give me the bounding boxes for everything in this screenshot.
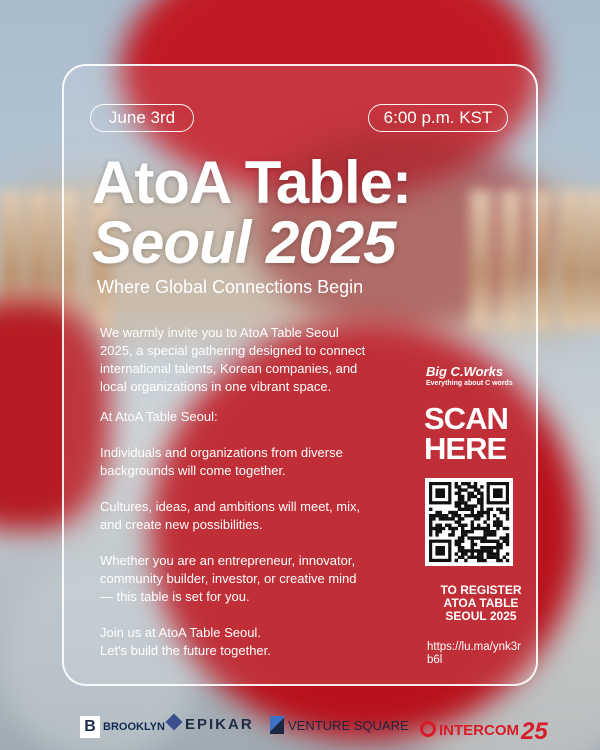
invite-paragraph: We warmly invite you to AtoA Table Seoul 2025, a special gathering designed to connect international talents, Korean companies, and local organizations in one vibrant space. bbox=[100, 325, 366, 394]
event-time-pill: 6:00 p.m. KST bbox=[368, 104, 508, 132]
intercom-logo: INTERCOM25 bbox=[420, 718, 548, 746]
qr-code-icon[interactable] bbox=[425, 478, 513, 566]
venture-square-logo: VENTURE SQUARE bbox=[270, 716, 409, 734]
bigworks-tagline: Everything about C words bbox=[426, 380, 513, 387]
bullet-paragraph: Cultures, ideas, and ambitions will meet, mix, and create new possibilities. bbox=[100, 499, 361, 532]
bullet-paragraph: Individuals and organizations from diverse backgrounds will come together. bbox=[100, 445, 343, 478]
event-date-pill: June 3rd bbox=[90, 104, 194, 132]
intercom-ring-icon bbox=[420, 721, 436, 737]
sponsor-bar bbox=[0, 704, 600, 750]
closing-line: Join us at AtoA Table Seoul. bbox=[100, 625, 261, 640]
register-instruction: TO REGISTER ATOA TABLE SEOUL 2025 bbox=[440, 583, 522, 623]
epikar-logo: EPIKAR bbox=[168, 716, 254, 733]
venture-v-icon bbox=[270, 716, 284, 734]
bullet-paragraph: Whether you are an entrepreneur, innovator, community builder, investor, or creative mind — this table is set for you. bbox=[100, 553, 357, 604]
intercom-anniversary: 25 bbox=[521, 718, 548, 745]
section-heading: At AtoA Table Seoul: bbox=[100, 409, 218, 424]
brooklyn-logo: B BROOKLYN bbox=[80, 716, 165, 738]
event-title-line2: Seoul 2025 bbox=[92, 209, 396, 276]
registration-link[interactable]: https://lu.ma/ynk3rb6l bbox=[427, 641, 521, 666]
event-subtitle: Where Global Connections Begin bbox=[97, 277, 364, 297]
scan-here-heading bbox=[424, 401, 534, 466]
brooklyn-icon: B bbox=[80, 716, 100, 738]
bigworks-logo bbox=[426, 364, 536, 387]
scan-line1: SCAN bbox=[424, 401, 508, 436]
epikar-cube-icon bbox=[166, 714, 183, 731]
bigworks-wordmark: Big C.Works bbox=[426, 364, 504, 379]
closing-line: Let's build the future together. bbox=[100, 643, 271, 658]
event-title-line1: AtoA Table: bbox=[92, 149, 411, 216]
scan-line2: HERE bbox=[424, 431, 507, 466]
invitation-body bbox=[100, 324, 370, 660]
